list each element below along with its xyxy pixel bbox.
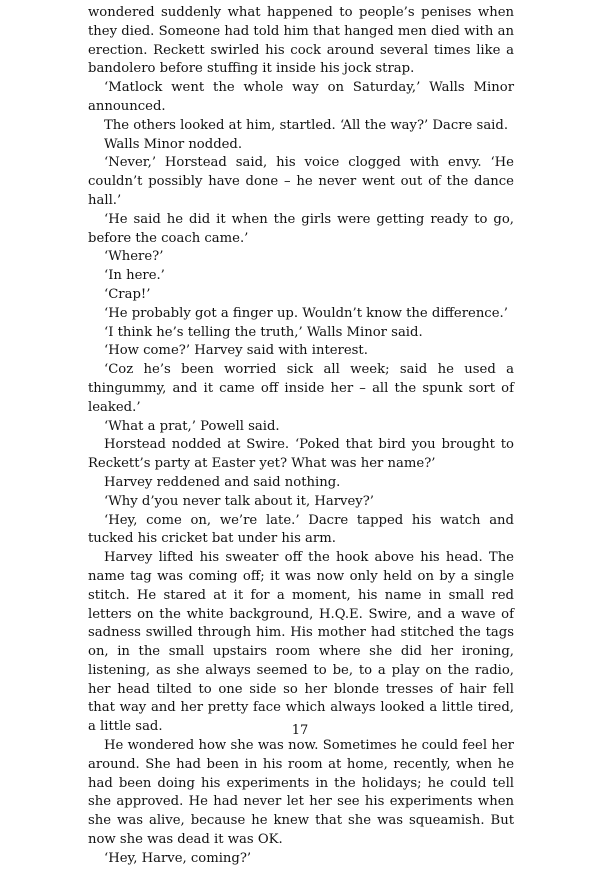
paragraph: Harvey reddened and said nothing. <box>104 474 341 490</box>
paragraph: Harvey lifted his sweater off the hook above his head. The name tag was coming off; it was now only held on by a single stitch. He stared at it for a moment, his name in small red letters on the white background, H.Q.E. Swire, and a wave of sadness swilled through him. His mother had stitched the tags on, in the small upstairs room where she did her ironing, listening, as she always seemed to be, to a play on the radio, her head tilted to one side so her blonde tresses of hair fell that way and her pretty face which always looked a little tired, a little sad. <box>88 550 514 735</box>
paragraph: ‘Hey, come on, we’re late.’ Dacre tapped his watch and tucked his cricket bat under his arm. <box>88 512 514 547</box>
paragraph: ‘What a prat,’ Powell said. <box>104 418 280 434</box>
paragraph: The others looked at him, startled. ‘All the way?’ Dacre said. <box>104 117 509 133</box>
paragraph: Walls Minor nodded. <box>104 136 243 152</box>
paragraph: ‘Crap!’ <box>104 286 151 302</box>
paragraph: ‘He said he did it when the girls were getting ready to go, before the coach came.’ <box>88 211 514 246</box>
paragraph: ‘Why d’you never talk about it, Harvey?’ <box>104 493 374 509</box>
body-text <box>88 4 514 869</box>
paragraph: ‘How come?’ Harvey said with interest. <box>104 343 368 359</box>
paragraph: ‘He probably got a finger up. Wouldn’t know the difference.’ <box>104 305 508 321</box>
paragraph: He wondered how she was now. Sometimes he could feel her around. She had been in his room at home, recently, when he had been doing his experiments in the holidays; he could tell she approved. He had never let her see his experiments when she was alive, because he knew that she was squeamish. But now she was dead it was OK. <box>88 738 514 848</box>
paragraph: ‘I think he’s telling the truth,’ Walls Minor said. <box>104 324 423 340</box>
paragraph: Horstead nodded at Swire. ‘Poked that bird you brought to Reckett’s party at Easter yet? What was her name?’ <box>88 437 514 472</box>
paragraph: ‘Where?’ <box>104 249 164 265</box>
paragraph: ‘Never,’ Horstead said, his voice clogged with envy. ‘He couldn’t possibly have done – he never went out of the dance hall.’ <box>88 155 514 208</box>
paragraph: ‘Hey, Harve, coming?’ <box>104 850 252 866</box>
paragraph: ‘Coz he’s been worried sick all week; said he used a thingummy, and it came off inside her – all the spunk sort of leaked.’ <box>88 362 514 415</box>
paragraph: ‘Matlock went the whole way on Saturday,’ Walls Minor announced. <box>88 80 514 114</box>
page-number: 17 <box>291 723 309 738</box>
paragraph: ‘In here.’ <box>104 268 165 284</box>
paragraph: wondered suddenly what happened to people’s penises when they died. Someone had told him that hanged men died with an erection. Reckett swirled his cock around several times like a bandolero before stuffing it inside his jock strap. <box>88 5 514 77</box>
